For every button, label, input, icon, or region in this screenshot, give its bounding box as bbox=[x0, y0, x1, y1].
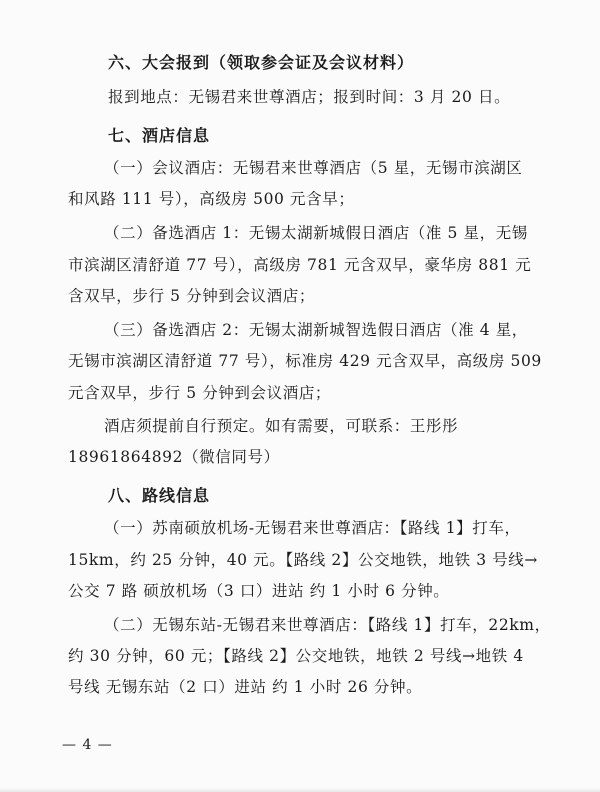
paragraph-line: 公交 7 路 硕放机场（3 口）进站 约 1 小时 6 分钟。 bbox=[68, 582, 450, 600]
section-heading-8: 八、路线信息 bbox=[108, 486, 211, 505]
section-heading-6: 六、大会报到（领取参会证及会议材料） bbox=[108, 53, 415, 72]
paragraph-line: 号线 无锡东站（2 口）进站 约 1 小时 26 分钟。 bbox=[68, 678, 423, 696]
paragraph-line: （二）备选酒店 1：无锡太湖新城假日酒店（准 5 星，无锡 bbox=[104, 224, 528, 242]
paragraph-line: 市滨湖区清舒道 77 号），高级房 781 元含双早，豪华房 881 元 bbox=[68, 256, 532, 274]
paragraph-line: 报到地点：无锡君来世尊酒店；报到时间：3 月 20 日。 bbox=[108, 88, 511, 106]
paragraph-line: 15km，约 25 分钟，40 元。【路线 2】公交地铁，地铁 3 号线→ bbox=[68, 551, 538, 569]
paragraph-line: （二）无锡东站-无锡君来世尊酒店：【路线 1】打车，22km， bbox=[104, 616, 551, 634]
paragraph-line: 酒店须提前自行预定。如有需要，可联系：王彤彤 bbox=[104, 417, 459, 435]
paragraph-line: 18961864892（微信同号） bbox=[68, 448, 280, 466]
paragraph-line: 约 30 分钟，60 元；【路线 2】公交地铁，地铁 2 号线→地铁 4 bbox=[68, 647, 524, 665]
section-heading-7: 七、酒店信息 bbox=[108, 126, 211, 145]
paragraph-line: 无锡市滨湖区清舒道 77 号），标准房 429 元含双早，高级房 509 bbox=[68, 352, 542, 370]
paragraph-line: 元含双早，步行 5 分钟到会议酒店； bbox=[68, 384, 332, 402]
paragraph-line: （一）苏南硕放机场-无锡君来世尊酒店：【路线 1】打车， bbox=[104, 519, 521, 537]
paragraph-line: 和风路 111 号），高级房 500 元含早； bbox=[68, 190, 355, 208]
paragraph-line: （三）备选酒店 2：无锡太湖新城智选假日酒店（准 4 星， bbox=[104, 321, 528, 339]
page-number: — 4 — bbox=[62, 737, 113, 753]
paragraph-line: 含双早，步行 5 分钟到会议酒店； bbox=[68, 287, 315, 305]
paragraph-line: （一）会议酒店：无锡君来世尊酒店（5 星，无锡市滨湖区 bbox=[104, 159, 523, 177]
page-edge-shadow bbox=[0, 788, 600, 792]
